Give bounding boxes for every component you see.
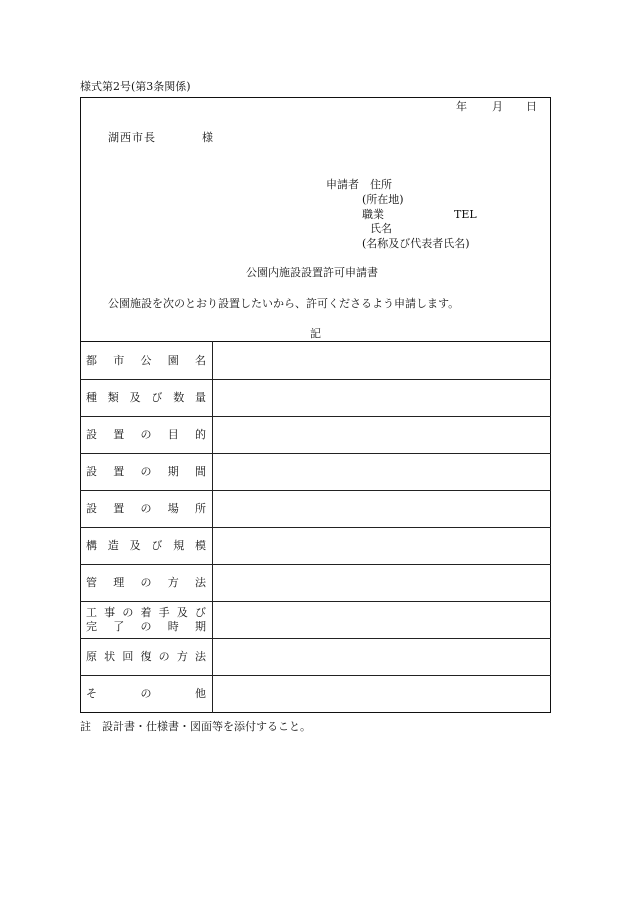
table-row-type-quantity (80, 379, 551, 416)
row-value-field[interactable] (212, 528, 551, 564)
form-number-label: 様式第2号(第3条関係) (80, 80, 191, 93)
table-row-structure-scale (80, 527, 551, 564)
row-label: 設置の場所 (86, 502, 206, 515)
row-value-field[interactable] (212, 454, 551, 490)
application-statement: 公園施設を次のとおり設置したいから、許可くださるよう申請します。 (108, 297, 460, 310)
row-value-field[interactable] (212, 380, 551, 416)
table-row-location (80, 490, 551, 527)
table-row-restoration (80, 638, 551, 675)
row-value-field[interactable] (212, 491, 551, 527)
row-label-line1: 工事の着手及び (86, 606, 206, 619)
row-value-field[interactable] (212, 417, 551, 453)
row-value-field[interactable] (212, 342, 551, 379)
applicant-location-label: (所在地) (362, 193, 404, 206)
row-value-field[interactable] (212, 565, 551, 601)
row-label: 構造及び規模 (86, 539, 206, 552)
date-year: 年 (456, 100, 467, 113)
applicant-tel-label: TEL (454, 208, 477, 221)
ki-heading: 記 (310, 327, 321, 340)
date-day: 日 (526, 100, 537, 113)
table-row-period (80, 453, 551, 490)
document-title: 公園内施設設置許可申請書 (246, 266, 378, 279)
row-label: その他 (86, 687, 206, 700)
row-label: 管理の方法 (86, 576, 206, 589)
row-value-field[interactable] (212, 676, 551, 712)
row-value-field[interactable] (212, 602, 551, 638)
table-row-other (80, 675, 551, 712)
row-label: 設置の目的 (86, 428, 206, 441)
row-label-line2: 完了の時期 (86, 620, 206, 633)
addressee-honorific: 様 (202, 131, 213, 144)
table-row-construction-period (80, 601, 551, 638)
row-label: 都市公園名 (86, 353, 206, 367)
applicant-name-label: 氏名 (370, 222, 392, 235)
attachment-note: 註 設計書・仕様書・図面等を添付すること。 (80, 720, 311, 733)
row-label: 種類及び数量 (86, 391, 206, 404)
addressee-name: 湖西市長 (108, 131, 156, 144)
table-row-park-name (80, 342, 551, 379)
applicant-occupation-label: 職業 (362, 208, 384, 221)
applicant-rep-name-label: (名称及び代表者氏名) (362, 237, 470, 250)
date-month: 月 (492, 100, 503, 113)
row-value-field[interactable] (212, 639, 551, 675)
applicant-title: 申請者 (326, 178, 359, 191)
row-label: 設置の期間 (86, 465, 206, 478)
row-label: 原状回復の方法 (86, 650, 206, 663)
table-row-management (80, 564, 551, 601)
table-row-purpose (80, 416, 551, 453)
applicant-address-label: 住所 (370, 178, 392, 191)
